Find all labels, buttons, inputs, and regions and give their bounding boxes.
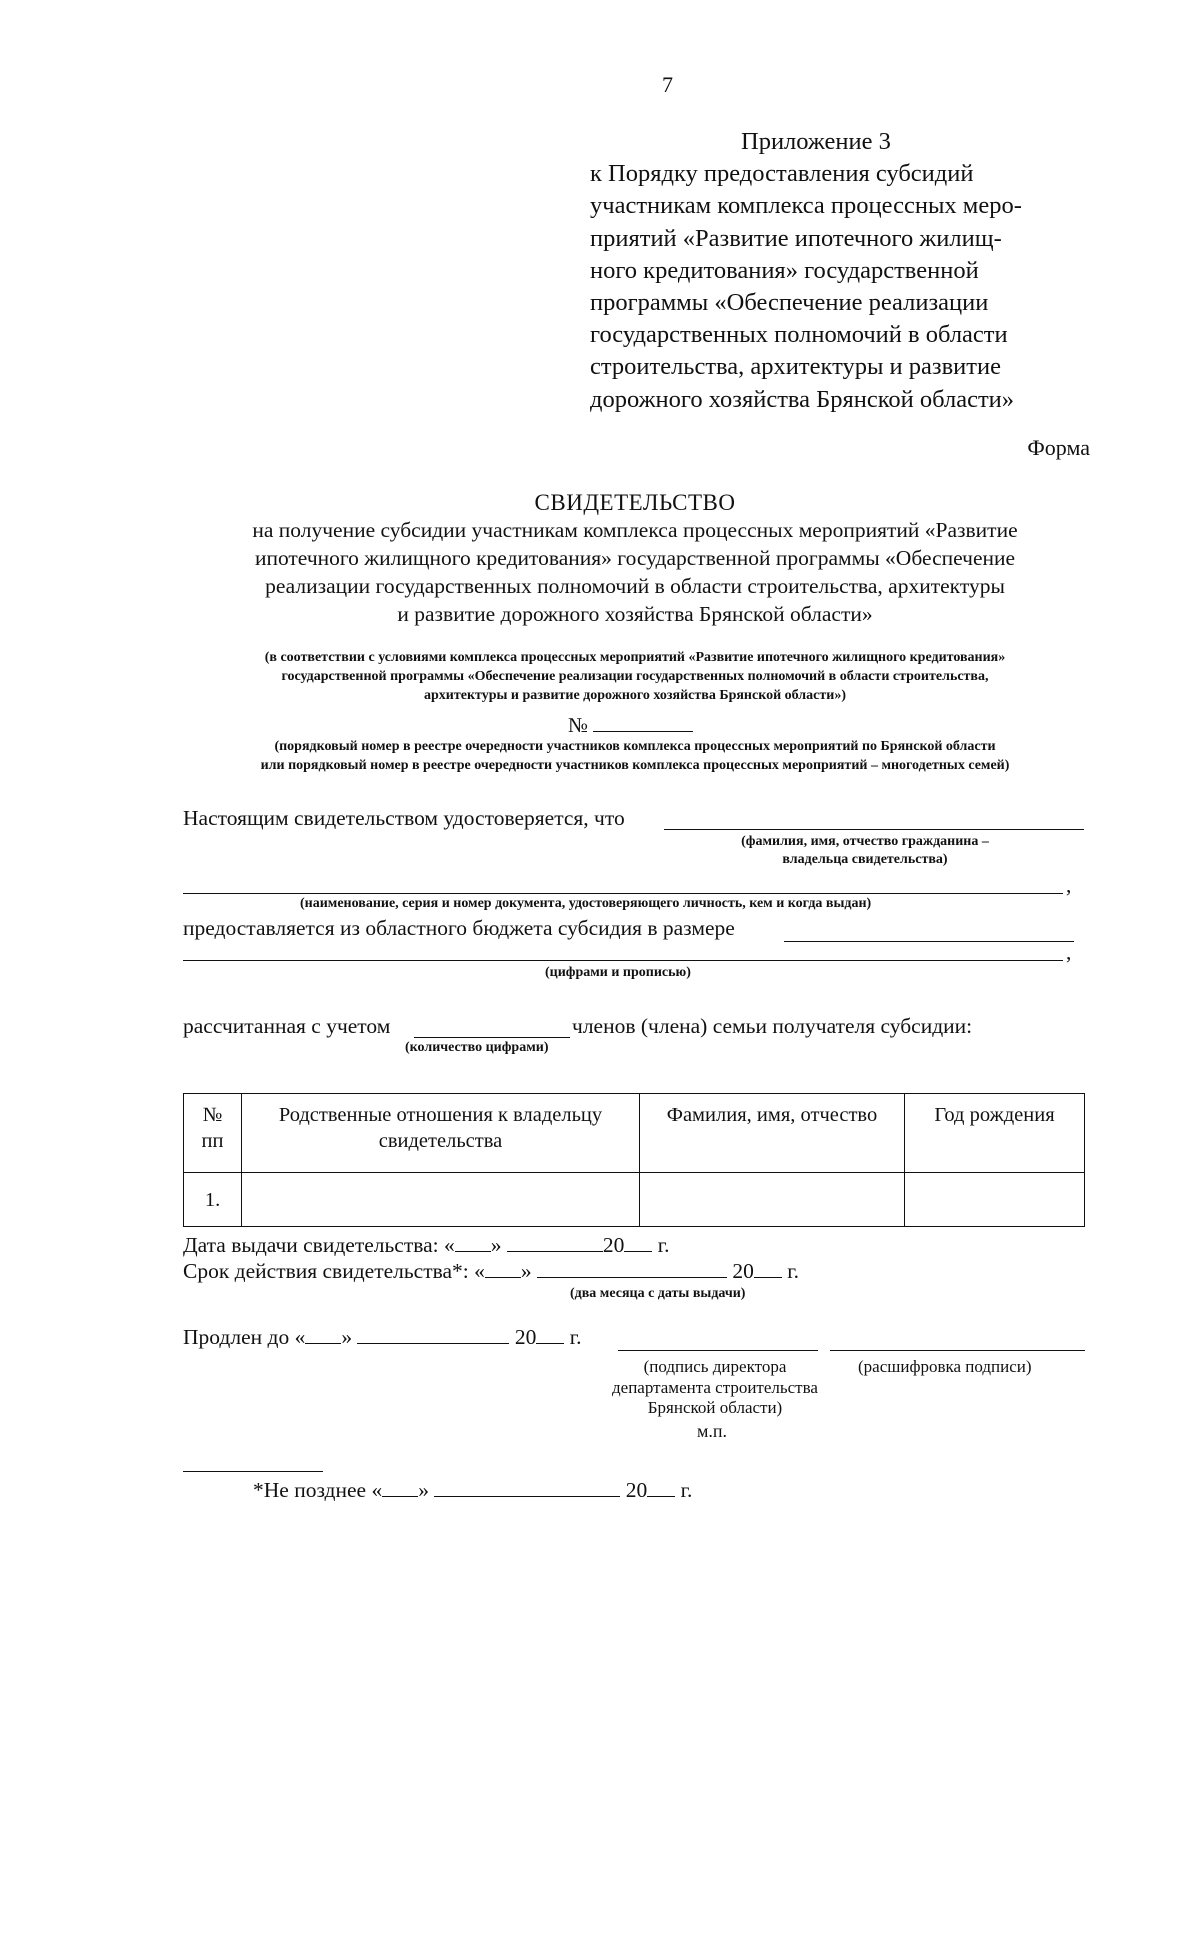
footnote-day-blank[interactable] xyxy=(382,1478,418,1497)
extended-month-blank[interactable] xyxy=(357,1325,509,1344)
subsidy-text: предоставляется из областного бюджета субсидия в размере xyxy=(183,916,735,940)
subsidy-amount-blank[interactable] xyxy=(784,941,1074,942)
footnote-separator xyxy=(183,1471,323,1472)
header-number xyxy=(184,1094,242,1173)
footnote-year-blank[interactable] xyxy=(647,1478,675,1497)
number-sign: № xyxy=(568,713,589,737)
table-cell-birth-year[interactable] xyxy=(905,1173,1085,1227)
stamp-label: м.п. xyxy=(697,1421,728,1441)
validity-year-blank[interactable] xyxy=(754,1259,782,1278)
registry-note xyxy=(150,737,1120,775)
extended-day-blank[interactable] xyxy=(305,1325,341,1344)
year-prefix: 20 xyxy=(625,1478,648,1502)
header-birth-year: Год рождения xyxy=(905,1094,1085,1173)
signature-note-line: Брянской области) xyxy=(647,1398,783,1417)
validity-month-blank[interactable] xyxy=(537,1259,727,1278)
fio-blank[interactable] xyxy=(664,829,1084,830)
footnote-line xyxy=(253,1478,692,1503)
signature-note-line: департамента строительства xyxy=(612,1377,818,1397)
header-full-name: Фамилия, имя, отчество xyxy=(640,1094,905,1173)
subtitle-line: на получение субсидии участникам комплекса процессных мероприятий «Развитие xyxy=(252,518,1018,542)
extended-year-blank[interactable] xyxy=(536,1325,564,1344)
validity-note: (два месяца с даты выдачи) xyxy=(570,1286,746,1301)
registry-number-field xyxy=(568,713,693,738)
quote-close: » xyxy=(341,1325,353,1349)
year-prefix: 20 xyxy=(602,1233,625,1257)
appendix-line: участникам комплекса процессных меро- xyxy=(590,192,1022,220)
footnote-label: *Не позднее « xyxy=(253,1478,383,1502)
validity-label: Срок действия свидетельства*: « xyxy=(183,1259,485,1283)
registry-number-blank[interactable] xyxy=(593,713,693,732)
appendix-line: дорожного хозяйства Брянской области» xyxy=(590,385,1015,413)
issue-date-line xyxy=(183,1233,670,1258)
subtitle-line: ипотечного жилищного кредитования» государственной программы «Обеспечение xyxy=(254,546,1016,570)
conditions-note-line: (в соответствии с условиями комплекса процессных мероприятий «Развитие ипотечного жилищного кредитования» xyxy=(264,650,1006,665)
table-header-row xyxy=(184,1094,1085,1173)
appendix-line: программы «Обеспечение реализации xyxy=(590,289,989,317)
extended-line xyxy=(183,1325,581,1350)
year-prefix: 20 xyxy=(514,1325,537,1349)
year-suffix: г. xyxy=(680,1478,693,1502)
document-subtitle xyxy=(150,516,1120,628)
validity-line xyxy=(183,1259,799,1284)
conditions-note-line: государственной программы «Обеспечение реализации государственных полномочий в области строительства, xyxy=(281,669,989,684)
header-number-pp: пп xyxy=(201,1130,224,1152)
form-label: Форма xyxy=(1027,435,1090,460)
page-number: 7 xyxy=(662,72,673,97)
validity-day-blank[interactable] xyxy=(485,1259,521,1278)
amount-note: (цифрами и прописью) xyxy=(545,965,691,980)
conditions-note-line: архитектуры и развитие дорожного хозяйства Брянской области») xyxy=(424,688,846,703)
footnote-month-blank[interactable] xyxy=(434,1478,620,1497)
issue-year-blank[interactable] xyxy=(624,1233,652,1252)
header-number-sign: № xyxy=(202,1104,223,1126)
table-cell-number: 1. xyxy=(184,1173,242,1227)
document-title: СВИДЕТЕЛЬСТВО xyxy=(534,490,736,515)
extended-label: Продлен до « xyxy=(183,1325,306,1349)
signature-note-line: (подпись директора xyxy=(643,1357,787,1376)
table-row xyxy=(184,1173,1085,1227)
subtitle-line: реализации государственных полномочий в области строительства, архитектуры xyxy=(265,574,1005,598)
year-suffix: г. xyxy=(787,1259,800,1283)
year-prefix: 20 xyxy=(732,1259,754,1283)
signature-decode-blank[interactable] xyxy=(830,1350,1085,1351)
table-cell-relation[interactable] xyxy=(242,1173,640,1227)
fio-note xyxy=(700,833,1030,869)
appendix-line: ного кредитования» государственной xyxy=(590,256,979,284)
certify-text: Настоящим свидетельством удостоверяется, что xyxy=(183,806,625,830)
comma: , xyxy=(1066,940,1072,964)
calc-text-before: рассчитанная с учетом xyxy=(183,1014,391,1038)
quote-close: » xyxy=(490,1233,502,1257)
fio-note-line: (фамилия, имя, отчество гражданина – xyxy=(741,834,989,849)
signature-decode-note: (расшифровка подписи) xyxy=(858,1357,1032,1376)
issue-date-label: Дата выдачи свидетельства: « xyxy=(183,1233,455,1257)
fio-note-line: владельца свидетельства) xyxy=(782,852,948,867)
header-relation: Родственные отношения к владельцу свидетельства xyxy=(242,1094,640,1173)
appendix-header xyxy=(590,126,1110,416)
registry-note-line: или порядковый номер в реестре очередности участников комплекса процессных мероприятий – многодетных семей) xyxy=(260,758,1010,773)
signature-note xyxy=(590,1357,840,1419)
appendix-line: приятий «Развитие ипотечного жилищ- xyxy=(590,224,1002,252)
appendix-title: Приложение 3 xyxy=(741,128,891,155)
issue-day-blank[interactable] xyxy=(455,1233,491,1252)
appendix-line: к Порядку предоставления субсидий xyxy=(590,160,974,188)
document-note: (наименование, серия и номер документа, удостоверяющего личность, кем и когда выдан) xyxy=(300,896,872,911)
comma: , xyxy=(1066,873,1072,897)
count-note: (количество цифрами) xyxy=(405,1040,549,1055)
issue-month-blank[interactable] xyxy=(507,1233,603,1252)
subsidy-amount-words-blank[interactable] xyxy=(183,960,1063,961)
family-members-table xyxy=(183,1093,1085,1227)
members-count-blank[interactable] xyxy=(414,1037,570,1038)
registry-note-line: (порядковый номер в реестре очередности участников комплекса процессных мероприятий по Брянской области xyxy=(274,739,996,754)
conditions-note xyxy=(150,648,1120,705)
document-blank[interactable] xyxy=(183,893,1063,894)
quote-close: » xyxy=(520,1259,532,1283)
appendix-line: строительства, архитектуры и развитие xyxy=(590,353,1001,381)
subtitle-line: и развитие дорожного хозяйства Брянской области» xyxy=(397,602,873,626)
year-suffix: г. xyxy=(569,1325,582,1349)
year-suffix: г. xyxy=(657,1233,670,1257)
signature-blank[interactable] xyxy=(618,1350,818,1351)
table-cell-full-name[interactable] xyxy=(640,1173,905,1227)
quote-close: » xyxy=(418,1478,429,1502)
appendix-line: государственных полномочий в области xyxy=(590,321,1008,349)
calc-text-after: членов (члена) семьи получателя субсидии: xyxy=(572,1014,973,1038)
